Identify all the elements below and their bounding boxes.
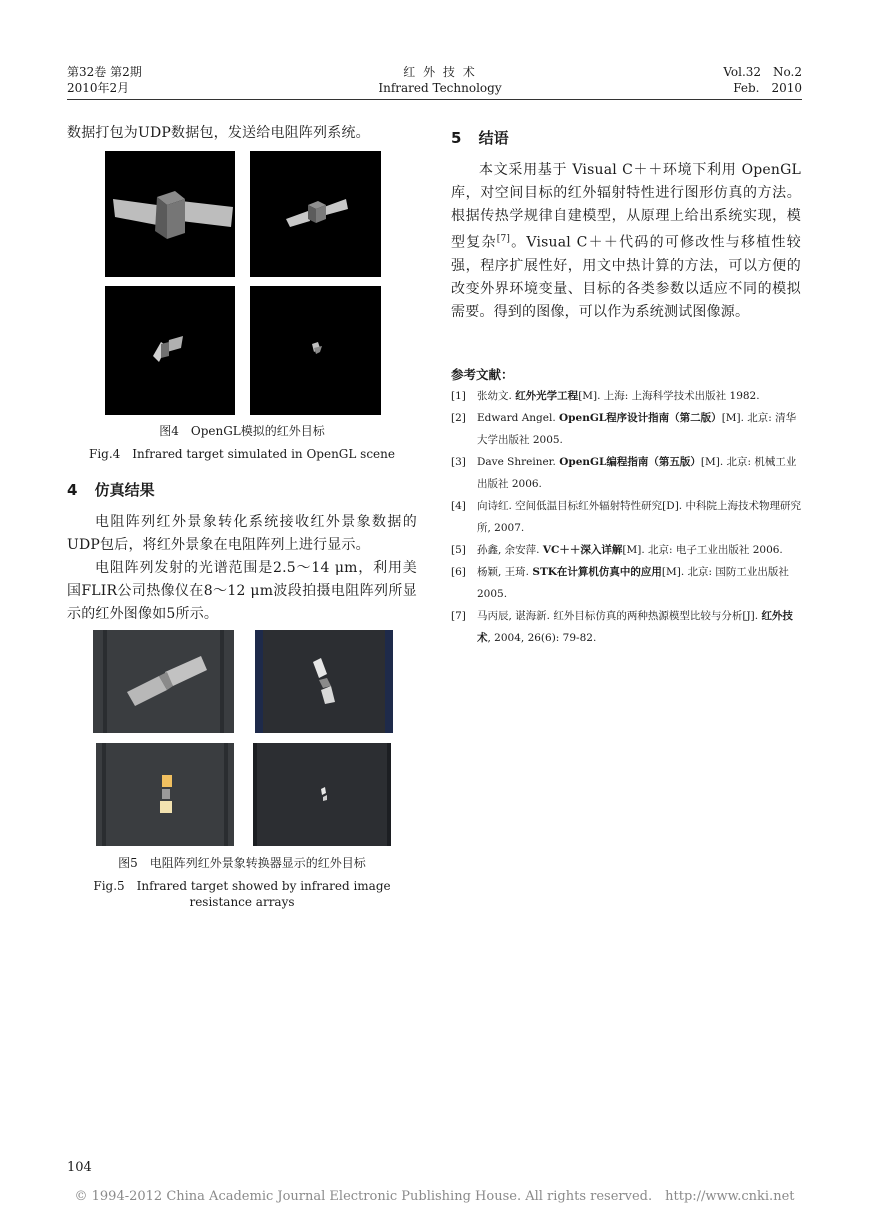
section5-para [451,159,801,324]
reference-authors: Edward Angel. [477,412,560,424]
fig5-image-3 [96,743,234,846]
citation-7: [7] [496,234,511,244]
reference-publisher: [M]. 北京: 国防工业出版社 2005. [477,566,789,600]
reference-authors: Dave Shreiner. [477,456,560,468]
section4-title: 仿真结果 [94,481,155,499]
reference-item [451,539,801,561]
section5-number: 5 [451,129,462,147]
reference-text [477,385,801,407]
copyright-footer: © 1994-2012 China Academic Journal Electronic Publishing House. All rights reserved. http://www.cnki.net [74,1189,795,1204]
reference-title: OpenGL编程指南（第五版） [559,456,701,468]
reference-item [451,451,801,495]
fig4-image-3 [105,286,235,415]
reference-item [451,407,801,451]
fig5-caption-en: Fig.5 Infrared target showed by infrared image resistance arrays [93,879,391,909]
reference-title: OpenGL程序设计指南（第二版） [559,412,722,424]
header-title-cn: 红 外 技 术 [403,65,477,79]
reference-text [477,495,801,539]
reference-title: 红外光学工程 [515,390,579,402]
reference-authors: 向诗红. 空间低温目标红外辐射特性研究[D]. 中科院上海技术物理研究所, 2007. [477,500,801,534]
fig4-caption-cn: 图4 OpenGL模拟的红外目标 [159,424,325,438]
reference-list [451,385,801,649]
fig4-image-1 [105,151,235,277]
reference-number: [7] [451,610,466,622]
fig4-image-4 [250,286,381,415]
reference-authors: 杨颖, 王琦. [477,566,533,578]
section4-para2: 电阻阵列发射的光谱范围是2.5～14 μm，利用美国FLIR公司热像仪在8～12 μm波段拍摄电阻阵列所显示的红外图像如5所示。 [67,560,417,622]
section5-para-part1: 本文采用基于 Visual C＋＋环境下利用 OpenGL库，对空间目标的红外辐射特性进行图形仿真的方法。根据传热学规律自建模型，从原理上给出系统实现，模型复杂 [451,162,801,251]
reference-authors: 马丙辰, 谌海新. 红外目标仿真的两种热源模型比较与分析[J]. [477,610,762,622]
journal-title [340,64,540,96]
reference-number: [2] [451,412,466,424]
header-rule [67,99,802,100]
section4-body [67,511,417,626]
fig4-caption-en: Fig.4 Infrared target simulated in OpenGL scene [89,447,395,461]
section5-body [451,159,801,324]
section4-para1: 电阻阵列红外景象转化系统接收红外景象数据的UDP包后，将红外景象在电阻阵列上进行显示。 [67,514,417,553]
header-title-en: Infrared Technology [378,81,502,95]
header-date-cn: 2010年2月 [67,81,130,95]
reference-text [477,605,801,649]
reference-publisher: [M]. 北京: 电子工业出版社 2006. [622,544,783,556]
reference-item [451,561,801,605]
section5-heading [451,127,509,148]
reference-number: [4] [451,500,466,512]
reference-item [451,385,801,407]
fig4-image-2 [250,151,381,277]
reference-item [451,495,801,539]
fig5-image-2 [255,630,393,733]
journal-issue [67,64,142,96]
reference-number: [3] [451,456,466,468]
reference-text [477,539,801,561]
reference-title: 红外技术 [477,610,793,644]
fig5-image-4 [253,743,391,846]
reference-number: [5] [451,544,466,556]
intro-line: 数据打包为UDP数据包，发送给电阻阵列系统。 [67,125,370,141]
reference-text [477,451,801,495]
fig5-caption-cn: 图5 电阻阵列红外景象转换器显示的红外目标 [118,856,366,870]
reference-text [477,407,801,451]
section5-title: 结语 [478,129,509,147]
reference-publisher: [M]. 上海: 上海科学技术出版社 1982. [578,390,760,402]
reference-title: STK在计算机仿真中的应用 [532,566,662,578]
section5-para-part2: 。Visual C＋＋代码的可修改性与移植性较强，程序扩展性好，用文中热计算的方法，可以方便的改变外界环境变量、目标的各类参数以适应不同的模拟需要。得到的图像，可以作为系统测试图像源。 [451,234,801,320]
references-heading: 参考文献： [451,367,514,382]
reference-authors: 孙鑫, 余安萍. [477,544,543,556]
reference-authors: 张幼文. [477,390,516,402]
section4-number: 4 [67,481,78,499]
reference-item [451,605,801,649]
header-volume-cn: 第32卷 第2期 [67,65,142,79]
reference-text [477,561,801,605]
header-date-en: Feb. 2010 [733,81,802,95]
reference-publisher: [M]. 北京: 清华大学出版社 2005. [477,412,797,446]
reference-title: VC＋＋深入详解 [542,544,623,556]
fig5-image-1 [93,630,234,733]
reference-number: [1] [451,390,466,402]
header-volume-en: Vol.32 No.2 [723,65,802,79]
page-number: 104 [67,1160,92,1175]
reference-publisher: , 2004, 26(6): 79-82. [487,632,597,644]
reference-number: [6] [451,566,466,578]
reference-publisher: [M]. 北京: 机械工业出版社 2006. [477,456,797,490]
journal-volume [723,64,802,96]
section4-heading [67,479,155,500]
